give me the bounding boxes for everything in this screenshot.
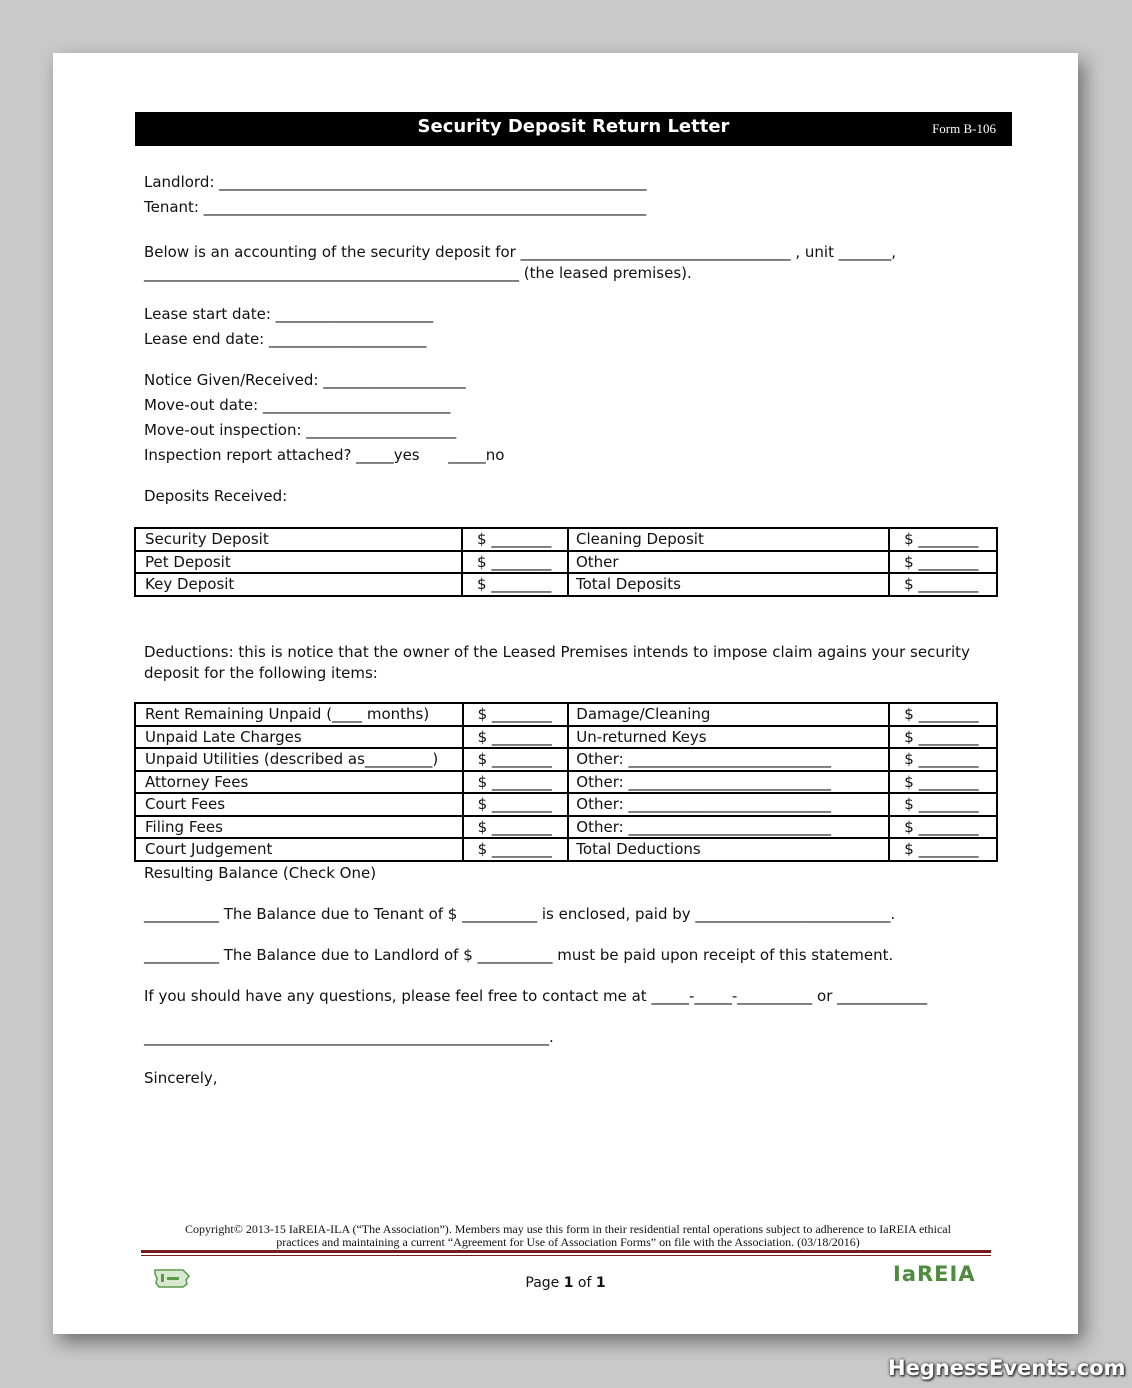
table-cell: Court Judgement	[135, 838, 463, 861]
deductions-intro-2: deposit for the following items:	[144, 664, 378, 682]
amount-field[interactable]: $ ________	[462, 528, 568, 551]
page-current: 1	[563, 1275, 574, 1291]
table-cell: Other: ___________________________	[568, 793, 889, 816]
table-cell: Un-returned Keys	[568, 726, 889, 749]
table-cell: Other: ___________________________	[568, 816, 889, 839]
table-cell: Pet Deposit	[135, 551, 462, 574]
amount-field[interactable]: $ ________	[463, 816, 569, 839]
deductions-intro: Deductions: this is notice that the owner of the Leased Premises intends to impose claim agains your security	[144, 643, 970, 661]
deposits-table	[134, 527, 998, 597]
table-cell: Other: ___________________________	[568, 771, 889, 794]
table-row	[135, 748, 997, 771]
table-row	[135, 771, 997, 794]
table-cell: Total Deductions	[568, 838, 889, 861]
table-cell: Filing Fees	[135, 816, 463, 839]
form-title: Security Deposit Return Letter	[417, 116, 730, 137]
premises-line-2[interactable]: __________________________________________________ (the leased premises).	[144, 264, 692, 282]
table-row	[135, 551, 997, 574]
document-page	[53, 53, 1078, 1334]
amount-field[interactable]: $ ________	[889, 838, 997, 861]
amount-field[interactable]: $ ________	[463, 703, 569, 726]
table-row	[135, 528, 997, 551]
amount-field[interactable]: $ ________	[889, 793, 997, 816]
amount-field[interactable]: $ ________	[889, 726, 997, 749]
balance-landlord-line[interactable]: __________ The Balance due to Landlord of $ __________ must be paid upon receipt of this statement.	[144, 946, 894, 964]
table-cell: Other: ___________________________	[568, 748, 889, 771]
footer-rule	[141, 1255, 991, 1256]
closing: Sincerely,	[144, 1069, 218, 1087]
amount-field[interactable]: $ ________	[889, 528, 997, 551]
table-cell: Cleaning Deposit	[568, 528, 889, 551]
copyright-line: Copyright© 2013-15 IaREIA-ILA (“The Association”). Members may use this form in their residential rental operations subject to adherence to IaREIA ethical	[185, 1222, 951, 1236]
amount-field[interactable]: $ ________	[463, 793, 569, 816]
table-cell: Other	[568, 551, 889, 574]
table-cell: Security Deposit	[135, 528, 462, 551]
table-cell: Rent Remaining Unpaid (____ months)	[135, 703, 463, 726]
page-total: 1	[595, 1275, 606, 1291]
amount-field[interactable]: $ ________	[462, 573, 568, 596]
form-header	[135, 112, 1012, 146]
lease-end-field[interactable]: Lease end date: _____________________	[144, 330, 427, 348]
deposits-heading: Deposits Received:	[144, 487, 288, 505]
table-row	[135, 793, 997, 816]
form-id: Form B-106	[932, 121, 996, 136]
amount-field[interactable]: $ ________	[463, 838, 569, 861]
table-cell: Attorney Fees	[135, 771, 463, 794]
moveout-date-field[interactable]: Move-out date: _________________________	[144, 396, 451, 414]
amount-field[interactable]: $ ________	[463, 748, 569, 771]
footer-rule	[141, 1250, 991, 1253]
amount-field[interactable]: $ ________	[463, 726, 569, 749]
amount-field[interactable]: $ ________	[889, 771, 997, 794]
amount-field[interactable]: $ ________	[462, 551, 568, 574]
inspection-report-field[interactable]: Inspection report attached? _____yes _____no	[144, 446, 505, 464]
table-row	[135, 816, 997, 839]
balance-tenant-line[interactable]: __________ The Balance due to Tenant of $ __________ is enclosed, paid by __________________________.	[144, 905, 896, 923]
amount-field[interactable]: $ ________	[889, 748, 997, 771]
table-cell: Court Fees	[135, 793, 463, 816]
balance-heading: Resulting Balance (Check One)	[144, 864, 377, 882]
table-cell: Total Deposits	[568, 573, 889, 596]
deductions-table	[134, 702, 998, 862]
premises-line[interactable]: Below is an accounting of the security deposit for ____________________________________ , unit _______,	[144, 243, 896, 261]
table-cell: Key Deposit	[135, 573, 462, 596]
amount-field[interactable]: $ ________	[889, 816, 997, 839]
amount-field[interactable]: $ ________	[889, 551, 997, 574]
table-row	[135, 726, 997, 749]
table-cell: Unpaid Late Charges	[135, 726, 463, 749]
amount-field[interactable]: $ ________	[889, 573, 997, 596]
copyright-notice	[133, 1223, 1003, 1249]
page-prefix: Page	[525, 1275, 564, 1291]
amount-field[interactable]: $ ________	[463, 771, 569, 794]
page-of: of	[573, 1275, 596, 1291]
table-row	[135, 703, 997, 726]
moveout-inspection-field[interactable]: Move-out inspection: ____________________	[144, 421, 457, 439]
lease-start-field[interactable]: Lease start date: _____________________	[144, 305, 434, 323]
notice-field[interactable]: Notice Given/Received: ___________________	[144, 371, 466, 389]
amount-field[interactable]: $ ________	[889, 703, 997, 726]
landlord-field[interactable]: Landlord: _________________________________________________________	[144, 173, 647, 191]
table-row	[135, 573, 997, 596]
table-cell: Damage/Cleaning	[568, 703, 889, 726]
copyright-line: practices and maintaining a current “Agreement for Use of Association Forms” on file with the Association. (03/18/2016)	[276, 1235, 860, 1249]
watermark: HegnessEvents.com	[888, 1356, 1126, 1380]
contact-line-2[interactable]: ______________________________________________________.	[144, 1028, 554, 1046]
iareia-logo: IaREIA	[893, 1262, 976, 1286]
table-cell: Unpaid Utilities (described as_________)	[135, 748, 463, 771]
table-row	[135, 838, 997, 861]
contact-line[interactable]: If you should have any questions, please feel free to contact me at _____-_____-__________ or ____________	[144, 987, 928, 1005]
tenant-field[interactable]: Tenant: ___________________________________________________________	[144, 198, 647, 216]
